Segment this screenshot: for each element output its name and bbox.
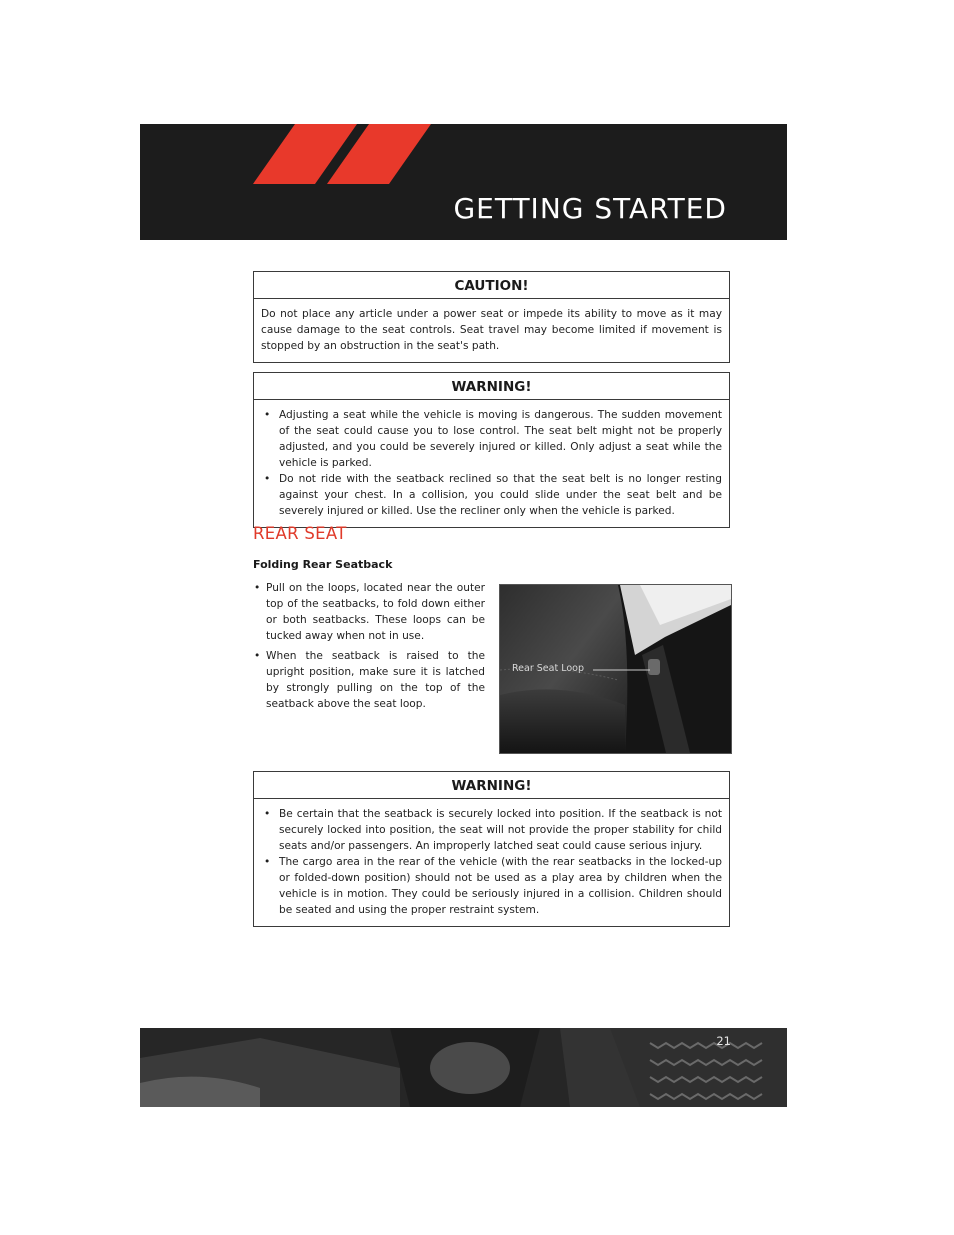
caution-box [253,271,730,363]
list-item: • When the seatback is raised to the upright position, make sure it is latched by strongly pulling on the top of the seatback above the seat loop. [253,648,485,712]
list-item: • Do not ride with the seatback reclined so that the seat belt is no longer resting against your chest. In a collision, you could slide under the seat belt and be severely injured or killed. Use the recliner only when the vehicle is parked. [261,471,722,519]
folding-seatback-subheading: Folding Rear Seatback [253,558,393,571]
warning-list [261,407,722,519]
warning-box-seatback-lock [253,771,730,927]
list-item: • Adjusting a seat while the vehicle is moving is dangerous. The sudden movement of the seat could cause you to lose control. The seat belt might not be properly adjusted, and you could be severely injured or killed. Only adjust a seat while the vehicle is parked. [261,407,722,471]
warning-list [261,806,722,918]
warning-title: WARNING! [254,772,729,799]
rear-seat-heading: REAR SEAT [253,524,347,543]
footer-band [140,1028,787,1107]
page-number: 21 [716,1034,731,1048]
warning-box-seat-adjust [253,372,730,528]
caution-text: Do not place any article under a power seat or impede its ability to move as it may cause damage to the seat controls. Seat travel may become limited if movement is stopped by an obstruction in the seat's path. [261,308,722,352]
warning-title: WARNING! [254,373,729,400]
list-item: • The cargo area in the rear of the vehicle (with the rear seatbacks in the locked-up or folded-down position) should not be used as a play area by children when the vehicle is in motion. They could be seriously injured in a collision. Children should be seated and using the proper restraint system. [261,854,722,918]
footer-photo [140,1028,787,1107]
list-item: • Be certain that the seatback is securely locked into position. If the seatback is not securely locked into position, the seat will not provide the proper stability for child seats and/or passengers. An improperly latched seat could cause serious injury. [261,806,722,854]
rear-seat-loop-label: Rear Seat Loop [512,663,584,674]
caution-title: CAUTION! [254,272,729,299]
header-band [140,124,787,240]
list-item: • Pull on the loops, located near the outer top of the seatbacks, to fold down either or both seatbacks. These loops can be tucked away when not in use. [253,580,485,644]
rear-seat-instructions [253,580,485,716]
rear-seat-photo [499,584,732,754]
section-title: GETTING STARTED [453,192,727,225]
